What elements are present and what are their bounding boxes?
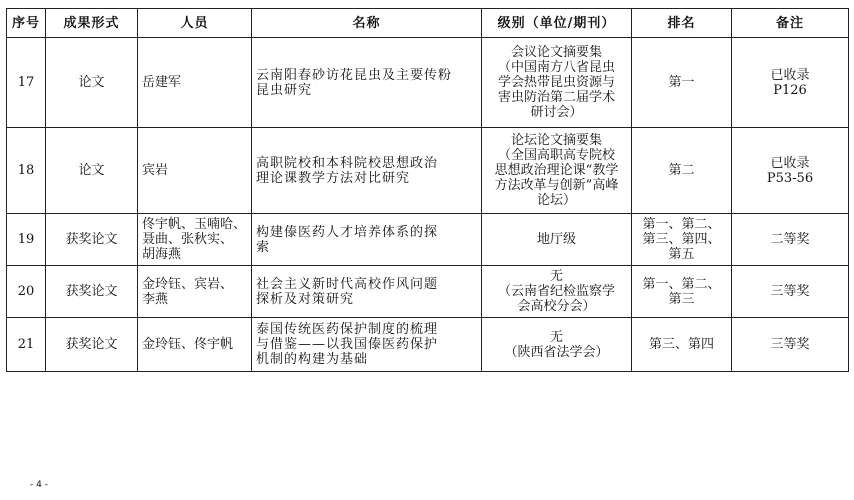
people-line: 聂曲、张秋实、 [142,232,234,247]
row-level [482,318,632,372]
level-line: 论坛论文摘要集 [510,133,602,148]
note-line: P126 [773,82,807,98]
note-line: 已收录 [770,155,810,171]
row-index: 18 [7,128,46,214]
note-line: 三等奖 [770,337,810,352]
row-people [138,128,252,214]
header-rank: 排名 [632,9,732,38]
title-line: 构建傣医药人才培养体系的探 [256,224,439,240]
level-line: （中国南方八省昆虫 [497,60,615,75]
level-line: 学会热带昆虫资源与 [497,75,615,90]
rank-line: 第一、第二、 [642,276,721,292]
row-people [138,38,252,128]
title-line: 昆虫研究 [256,82,313,98]
title-line: 探析及对策研究 [256,291,355,307]
row-form: 获奖论文 [46,318,138,372]
row-title [252,266,482,318]
row-index: 17 [7,38,46,128]
header-form: 成果形式 [46,9,138,38]
title-line: 泰国传统医药保护制度的梳理 [256,322,439,337]
note-line: 三等奖 [770,284,810,299]
title-line: 索 [256,239,271,255]
level-line: 会高校分会） [517,299,596,314]
row-note [732,128,849,214]
row-form: 获奖论文 [46,214,138,266]
level-line: 会议论文摘要集 [510,45,602,60]
row-rank [632,128,732,214]
row-level [482,266,632,318]
row-note [732,214,849,266]
people-line: 李燕 [142,291,169,307]
rank-line: 第三、第四 [648,337,714,352]
row-people [138,318,252,372]
header-note: 备注 [732,9,849,38]
level-line: 无 [549,269,563,284]
header-row [7,9,849,38]
row-rank [632,318,732,372]
row-form: 论文 [46,128,138,214]
header-title: 名称 [252,9,482,38]
people-line: 宾岩 [142,163,169,178]
header-index: 序号 [7,9,46,38]
row-index: 21 [7,318,46,372]
title-line: 云南阳春砂访花昆虫及主要传粉 [256,67,453,83]
header-people: 人员 [138,9,252,38]
rank-line: 第二 [668,163,695,178]
note-line: P53-56 [766,170,814,186]
note-line: 已收录 [770,67,810,83]
level-line: （陕西省法学会） [504,344,609,360]
results-table [6,8,849,372]
row-rank [632,38,732,128]
people-line: 胡海燕 [142,247,182,262]
row-title [252,214,482,266]
table-row [7,128,849,214]
table-row [7,266,849,318]
row-rank [632,214,732,266]
row-index: 19 [7,214,46,266]
row-form: 获奖论文 [46,266,138,318]
level-line: 研讨会） [530,105,583,120]
rank-line: 第五 [668,247,695,262]
people-line: 金玲钰、佟宇帆 [142,337,234,352]
page-number: - 4 - [30,480,48,490]
people-line: 佟宇帆、玉喃哈、 [142,217,247,232]
row-note [732,266,849,318]
row-note [732,318,849,372]
title-line: 高职院校和本科院校思想政治 [256,155,439,171]
header-level: 级别（单位/期刊） [482,9,632,38]
note-line: 二等奖 [770,232,810,247]
level-line: 论坛） [536,193,576,208]
level-line: 无 [549,329,563,345]
title-line: 社会主义新时代高校作风问题 [256,276,439,292]
title-line: 机制的构建为基础 [256,352,369,367]
rank-line: 第一、第二、 [642,217,721,232]
rank-line: 第一 [668,75,695,90]
row-form: 论文 [46,38,138,128]
row-level [482,214,632,266]
rank-line: 第三 [668,291,695,307]
row-note [732,38,849,128]
row-people [138,214,252,266]
row-level [482,38,632,128]
people-line: 金玲钰、宾岩、 [142,276,234,292]
people-line: 岳建军 [142,75,182,90]
level-line: 害虫防治第二届学术 [497,90,615,105]
level-line: 方法改革与创新”高峰 [494,178,619,193]
row-level [482,128,632,214]
title-line: 理论课教学方法对比研究 [256,170,411,186]
level-line: （全国高职高专院校 [497,148,615,163]
row-title [252,128,482,214]
row-rank [632,266,732,318]
table-row [7,214,849,266]
table-row [7,318,849,372]
row-index: 20 [7,266,46,318]
row-title [252,318,482,372]
title-line: 与借鉴——以我国傣医药保护 [256,337,439,352]
row-title [252,38,482,128]
level-line: 地厅级 [536,232,576,247]
row-people [138,266,252,318]
rank-line: 第三、第四、 [642,232,721,247]
level-line: 思想政治理论课“教学 [494,163,619,178]
level-line: （云南省纪检监察学 [497,284,615,299]
table-row [7,38,849,128]
